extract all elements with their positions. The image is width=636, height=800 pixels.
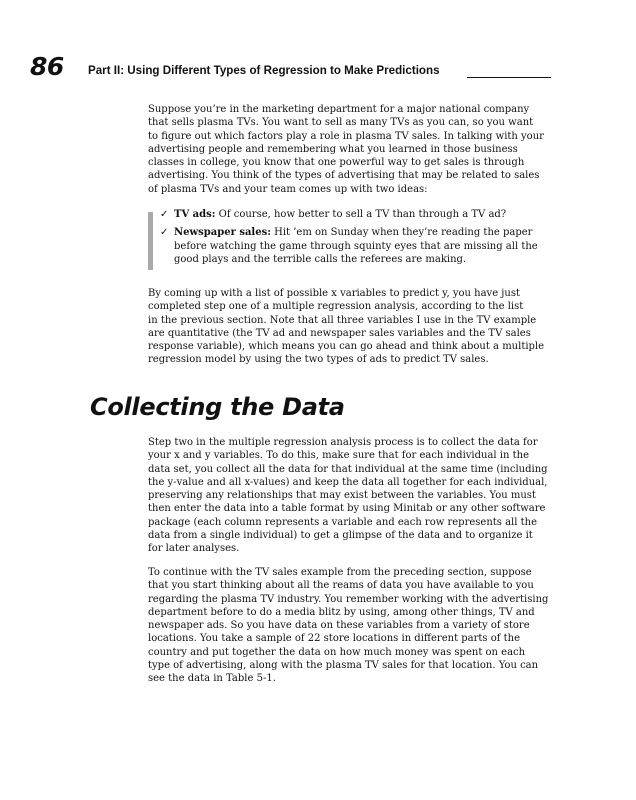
bullet-line: before watching the game through squinty eyes that are missing all the (174, 240, 538, 252)
check-mark-icon: ✓ (160, 209, 169, 220)
text-line: to figure out which factors play a role in plasma TV sales. In talking with your (148, 130, 544, 142)
bullet-text: Of course, how better to sell a TV than through a TV ad? (215, 209, 507, 220)
text-line: response variable), which means you can go ahead and think about a multiple (148, 341, 545, 353)
text-line: for later analyses. (148, 543, 240, 555)
text-line: then enter the data into a table format by using Minitab or any other software (148, 503, 546, 515)
intro-paragraph (148, 103, 548, 196)
text-line: locations. You take a sample of 22 store locations in different parts of the (148, 633, 521, 645)
text-line: Suppose you’re in the marketing department for a major national company (148, 104, 530, 115)
text-line: are quantitative (the TV ad and newspaper sales variables and the TV sales (148, 327, 531, 339)
step-one-paragraph (148, 287, 548, 367)
text-line: see the data in Table 5-1. (148, 673, 276, 685)
bullet-list (160, 208, 550, 271)
text-line: country and put together the data on how much money was spent on each (148, 646, 526, 658)
text-line: the y-value and all x-values) and keep the data all together for each individual, (148, 476, 548, 488)
text-line: advertising people and remembering what you learned in those business (148, 143, 518, 155)
collect-paragraph (148, 436, 548, 556)
text-line: type of advertising, along with the plasma TV sales for that location. You can (148, 660, 539, 672)
text-line: By coming up with a list of possible x variables to predict y, you have just (148, 288, 520, 299)
bullet-line (174, 208, 550, 221)
page-number: 86 (30, 52, 64, 81)
bullet-line: good plays and the terrible calls the referees are making. (174, 253, 467, 265)
section-title: Collecting the Data (90, 393, 345, 421)
text-line: Step two in the multiple regression analysis process is to collect the data for (148, 437, 538, 448)
text-line: package (each column represents a variable and each row represents all the (148, 516, 538, 528)
text-line: that sells plasma TVs. You want to sell as many TVs as you can, so you want (148, 117, 534, 129)
text-line: newspaper ads. So you have data on these variables from a variety of store (148, 620, 530, 632)
text-line: department before to do a media blitz by using, among other things, TV and (148, 606, 535, 618)
bullet-list-bar (148, 212, 153, 270)
bullet-item-tv-ads (160, 208, 550, 221)
text-line: of plasma TVs and your team comes up with two ideas: (148, 183, 428, 195)
text-line: regression model by using the two types of ads to predict TV sales. (148, 354, 489, 366)
text-line: your x and y variables. To do this, make sure that for each individual in the (148, 450, 530, 462)
check-mark-icon: ✓ (160, 227, 169, 239)
text-line: data set, you collect all the data for that individual at the same time (including (148, 463, 548, 475)
text-line: To continue with the TV sales example from the preceding section, suppose (148, 567, 532, 578)
text-line: in the previous section. Note that all three variables I use in the TV example (148, 314, 537, 326)
running-head-rule (467, 77, 551, 78)
bullet-term: Newspaper sales: (174, 227, 271, 239)
text-line: classes in college, you know that one powerful way to get sales is through (148, 157, 525, 169)
text-line: regarding the plasma TV industry. You remember working with the advertising (148, 593, 549, 605)
text-line: completed step one of a multiple regression analysis, according to the list (148, 301, 524, 313)
text-line: advertising. You think of the types of advertising that may be related to sales (148, 170, 540, 182)
bullet-line (174, 226, 550, 239)
running-head: Part II: Using Different Types of Regression to Make Predictions (88, 64, 440, 77)
example-paragraph (148, 566, 548, 686)
text-line: data from a single individual) to get a glimpse of the data and to organize it (148, 530, 533, 542)
text-line: preserving any relationships that may exist between the variables. You must (148, 490, 536, 502)
bullet-term: TV ads: (174, 209, 216, 220)
text-line: that you start thinking about all the reams of data you have available to you (148, 580, 534, 592)
bullet-text: Hit ’em on Sunday when they’re reading the paper (270, 227, 533, 239)
bullet-item-newspaper-sales (160, 226, 550, 266)
